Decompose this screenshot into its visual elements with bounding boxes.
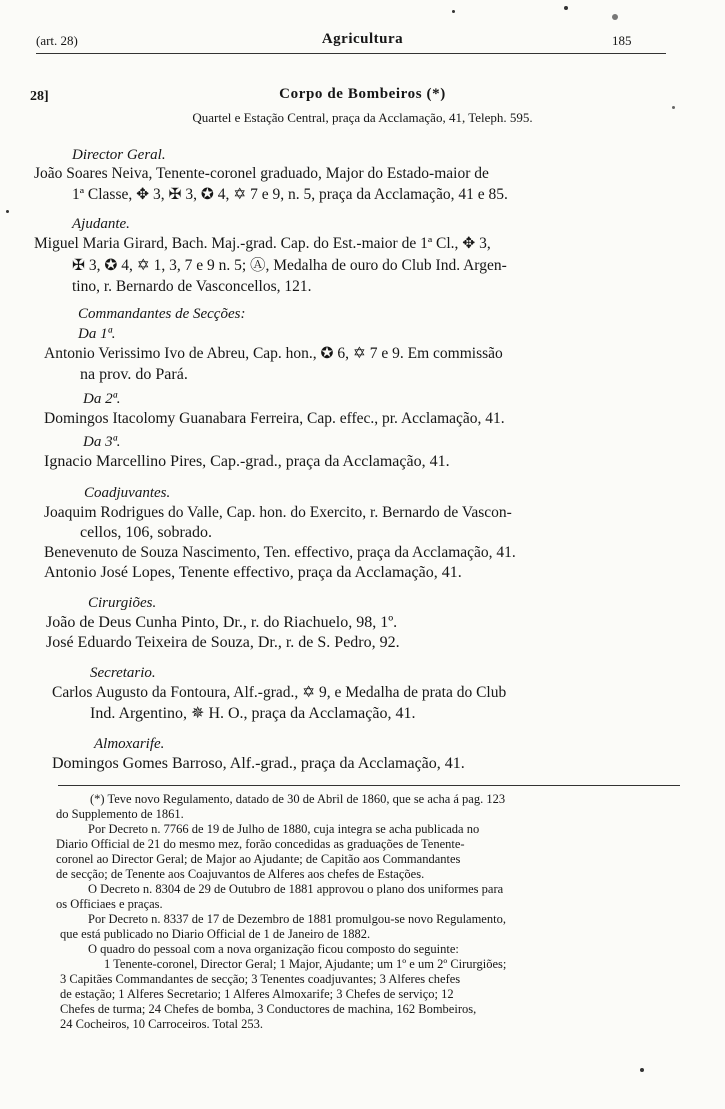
footnote-line-3: Por Decreto n. 7766 de 19 de Julho de 1880, cuja integra se acha publicada no: [88, 822, 480, 836]
header-running-title: Agricultura: [321, 31, 404, 47]
footnote-line-10: que está publicado no Diario Official de 1 de Janeiro de 1882.: [60, 927, 371, 941]
footnote-line-5: coronel ao Director Geral; de Major ao Ajudante; de Capitão aos Commandantes: [56, 852, 461, 866]
ajudante-line-2: ✠ 3, ✪ 4, ✡ 1, 3, 7 e 9 n. 5; Ⓐ, Medalha de ouro do Club Ind. Argen-: [72, 257, 507, 274]
footnote-line-12: 1 Tenente-coronel, Director Geral; 1 Major, Ajudante; um 1º e um 2º Cirurgiões;: [104, 957, 507, 971]
header-page-number: 185: [612, 33, 632, 48]
secao-1-line-2: na prov. do Pará.: [80, 366, 188, 383]
secao-2-heading: Da 2ª.: [83, 391, 121, 407]
footnote-line-14: de estação; 1 Alferes Secretario; 1 Alferes Almoxarife; 3 Chefes de serviço; 12: [60, 987, 454, 1001]
ajudante-line-3: tino, r. Bernardo de Vasconcellos, 121.: [72, 278, 312, 295]
footnote-line-1: (*) Teve novo Regulamento, datado de 30 de Abril de 1860, que se acha á pag. 123: [90, 792, 506, 806]
scan-speck: [672, 106, 675, 109]
section-title: Corpo de Bombeiros (*): [279, 86, 446, 102]
scan-speck: [564, 6, 568, 10]
secretario-line-2: Ind. Argentino, ✵ H. O., praça da Acclamação, 41.: [90, 705, 416, 722]
footnote-line-11: O quadro do pessoal com a nova organização ficou composto do seguinte:: [88, 942, 459, 956]
footnote-rule: [58, 785, 680, 786]
director-line-2: 1ª Classe, ✥ 3, ✠ 3, ✪ 4, ✡ 7 e 9, n. 5, praça da Acclamação, 41 e 85.: [72, 186, 508, 203]
secao-2-line-1: Domingos Itacolomy Guanabara Ferreira, Cap. effec., pr. Acclamação, 41.: [44, 410, 505, 427]
footnote-line-9: Por Decreto n. 8337 de 17 de Dezembro de 1881 promulgou-se novo Regulamento,: [88, 912, 506, 926]
coadjuvantes-line-2: cellos, 106, sobrado.: [80, 524, 212, 541]
footnote-line-8: os Officiaes e praças.: [56, 897, 163, 911]
secao-3-heading: Da 3ª.: [83, 434, 121, 450]
cirurgioes-line-2: José Eduardo Teixeira de Souza, Dr., r. de S. Pedro, 92.: [46, 634, 400, 651]
footnote-line-4: Diario Official de 21 do mesmo mez, forão concedidas as graduações de Tenente-: [56, 837, 465, 851]
cirurgioes-heading: Cirurgiões.: [88, 595, 157, 611]
footnote-line-13: 3 Capitães Commandantes de secção; 3 Tenentes coadjuvantes; 3 Alferes chefes: [60, 972, 461, 986]
header-section-ref: (art. 28): [36, 33, 78, 48]
secao-1-line-1: Antonio Verissimo Ivo de Abreu, Cap. hon., ✪ 6, ✡ 7 e 9. Em commissão: [44, 345, 503, 362]
director-line-1: João Soares Neiva, Tenente-coronel graduado, Major do Estado-maior de: [34, 165, 489, 182]
secretario-heading: Secretario.: [90, 665, 156, 681]
footnote-line-16: 24 Cocheiros, 10 Carroceiros. Total 253.: [60, 1017, 264, 1031]
secao-1-heading: Da 1ª.: [78, 326, 116, 342]
ajudante-line-1: Miguel Maria Girard, Bach. Maj.-grad. Cap. do Est.-maior de 1ª Cl., ✥ 3,: [34, 235, 491, 252]
almoxarife-heading: Almoxarife.: [94, 736, 165, 752]
secretario-line-1: Carlos Augusto da Fontoura, Alf.-grad., ✡ 9, e Medalha de prata do Club: [52, 684, 507, 701]
coadjuvantes-line-3: Benevenuto de Souza Nascimento, Ten. effectivo, praça da Acclamação, 41.: [44, 544, 516, 561]
section-number: 28]: [30, 89, 49, 104]
cirurgioes-line-1: João de Deus Cunha Pinto, Dr., r. do Riachuelo, 98, 1º.: [46, 614, 398, 631]
footnote-line-6: de secção; de Tenente aos Coajuvantos de Alferes aos chefes de Estações.: [56, 867, 425, 881]
footnote-line-2: do Supplemento de 1861.: [56, 807, 184, 821]
scan-speck: [612, 14, 618, 20]
header-rule: [36, 53, 666, 54]
coadjuvantes-heading: Coadjuvantes.: [84, 485, 171, 501]
scan-speck: [640, 1068, 644, 1072]
section-subtitle: Quartel e Estação Central, praça da Acclamação, 41, Teleph. 595.: [192, 110, 533, 125]
coadjuvantes-line-1: Joaquim Rodrigues do Valle, Cap. hon. do Exercito, r. Bernardo de Vascon-: [44, 504, 512, 521]
scan-speck: [452, 10, 455, 13]
almoxarife-line-1: Domingos Gomes Barroso, Alf.-grad., praça da Acclamação, 41.: [52, 755, 465, 772]
secao-3-line-1: Ignacio Marcellino Pires, Cap.-grad., praça da Acclamação, 41.: [44, 453, 450, 470]
footnote-line-7: O Decreto n. 8304 de 29 de Outubro de 1881 approvou o plano dos uniformes para: [88, 882, 504, 896]
ajudante-heading: Ajudante.: [72, 216, 130, 232]
coadjuvantes-line-4: Antonio José Lopes, Tenente effectivo, praça da Acclamação, 41.: [44, 564, 462, 581]
footnote-line-15: Chefes de turma; 24 Chefes de bomba, 3 Conductores de machina, 162 Bombeiros,: [60, 1002, 477, 1016]
scan-speck: [6, 210, 9, 213]
director-heading: Director Geral.: [72, 147, 166, 163]
commandantes-heading: Commandantes de Secções:: [78, 306, 246, 322]
